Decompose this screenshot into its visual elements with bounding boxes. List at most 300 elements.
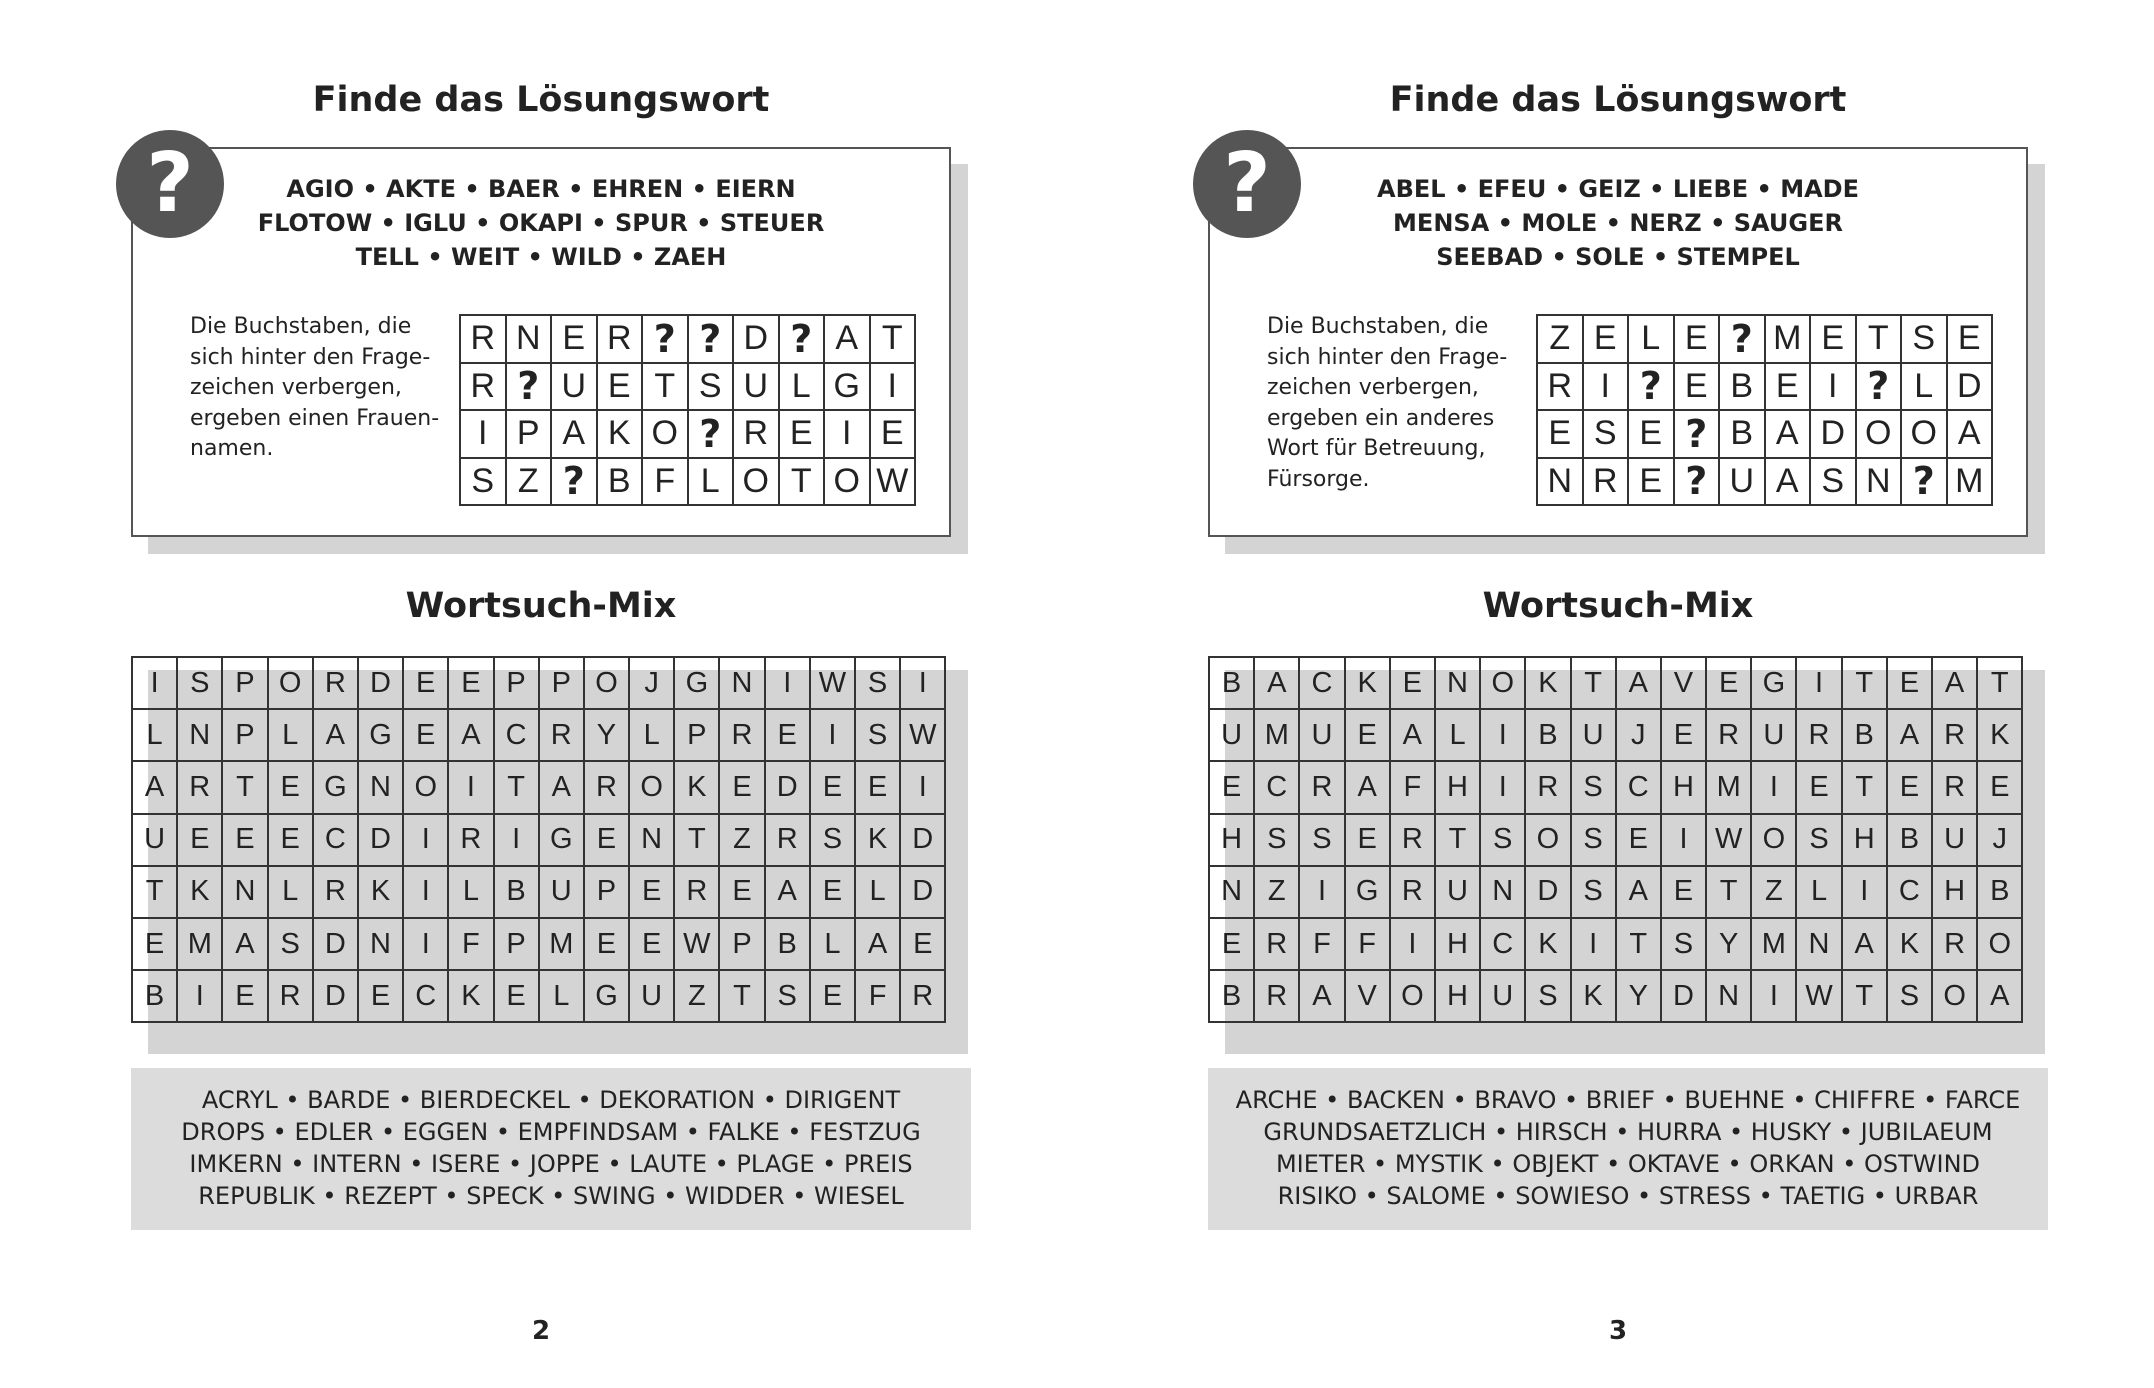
letter-cell: P (584, 866, 629, 918)
letter-cell: I (810, 709, 855, 761)
letter-cell: C (313, 814, 358, 866)
letter-cell: I (765, 657, 810, 709)
page-number: 3 (1608, 1316, 1628, 1346)
word-line: TELL • WEIT • WILD • ZAEH (355, 243, 727, 271)
letter-cell: E (1765, 363, 1811, 411)
letter-cell: K (855, 814, 900, 866)
word-line: REPUBLIK • REZEPT • SPECK • SWING • WIDDER • WIESEL (198, 1182, 904, 1210)
letter-cell: E (551, 315, 597, 363)
wordsearch-grid (1208, 656, 2023, 1023)
letter-cell: U (551, 363, 597, 411)
letter-cell: S (855, 657, 900, 709)
letter-cell: N (1435, 657, 1480, 709)
grid-row (1209, 970, 2022, 1022)
letter-cell: E (1616, 814, 1661, 866)
grid-row (132, 814, 945, 866)
word-line: GRUNDSAETZLICH • HIRSCH • HURRA • HUSKY • JUBILAEUM (1263, 1118, 1993, 1146)
grid-row (1537, 363, 1992, 411)
letter-cell: A (1947, 410, 1993, 458)
letter-cell: H (1435, 761, 1480, 813)
letter-cell: V (1661, 657, 1706, 709)
grid-row (132, 657, 945, 709)
letter-cell: N (1537, 458, 1583, 506)
letter-cell: R (460, 363, 506, 411)
instruction-line: namen. (190, 436, 274, 461)
letter-cell: R (1583, 458, 1629, 506)
letter-cell: J (1616, 709, 1661, 761)
letter-cell: U (733, 363, 779, 411)
letter-cell: F (1390, 761, 1435, 813)
letter-cell: R (674, 866, 719, 918)
puzzle1-title: Finde das Lösungswort (312, 80, 770, 120)
letter-cell: R (1796, 709, 1841, 761)
letter-cell: W (1706, 814, 1751, 866)
wordsearch-word-list (1208, 1068, 2048, 1230)
letter-cell: L (268, 866, 313, 918)
letter-cell: T (1856, 315, 1902, 363)
letter-cell: I (1751, 761, 1796, 813)
letter-cell: I (900, 761, 945, 813)
letter-cell: O (268, 657, 313, 709)
letter-cell: S (1887, 970, 1932, 1022)
letter-cell: F (855, 970, 900, 1022)
letter-cell: S (1810, 458, 1856, 506)
letter-cell: K (1525, 657, 1570, 709)
letter-cell: S (1571, 814, 1616, 866)
word-line: AGIO • AKTE • BAER • EHREN • EIERN (286, 175, 796, 203)
letter-cell: K (1345, 657, 1390, 709)
letter-cell: B (1719, 363, 1765, 411)
letter-cell: L (539, 970, 584, 1022)
letter-cell: L (1901, 363, 1947, 411)
letter-grid-small (1536, 314, 1993, 506)
letter-cell: W (810, 657, 855, 709)
letter-cell: K (674, 761, 719, 813)
letter-cell: C (1299, 657, 1344, 709)
letter-cell: E (1661, 709, 1706, 761)
letter-cell: O (824, 458, 870, 506)
letter-cell: T (870, 315, 916, 363)
letter-cell: T (1842, 761, 1887, 813)
letter-cell: S (810, 814, 855, 866)
letter-cell: L (779, 363, 825, 411)
letter-cell: P (719, 918, 764, 970)
grid-row (132, 709, 945, 761)
letter-cell: P (222, 709, 267, 761)
hidden-letter-cell: ? (688, 315, 734, 363)
letter-cell: U (1751, 709, 1796, 761)
letter-cell: O (629, 761, 674, 813)
letter-cell: T (1435, 814, 1480, 866)
letter-cell: L (629, 709, 674, 761)
letter-cell: C (403, 970, 448, 1022)
letter-cell: M (1765, 315, 1811, 363)
word-line: SEEBAD • SOLE • STEMPEL (1436, 243, 1800, 271)
grid-row (1209, 866, 2022, 918)
letter-cell: R (313, 866, 358, 918)
letter-cell: Z (1751, 866, 1796, 918)
letter-cell: E (1887, 761, 1932, 813)
letter-cell: B (132, 970, 177, 1022)
letter-cell: I (824, 410, 870, 458)
letter-cell: A (539, 761, 584, 813)
letter-cell: E (1947, 315, 1993, 363)
puzzle1-instruction (1267, 312, 1527, 495)
grid-row (132, 866, 945, 918)
letter-cell: I (1842, 866, 1887, 918)
letter-cell: D (313, 918, 358, 970)
letter-cell: A (551, 410, 597, 458)
puzzle2-title: Wortsuch-Mix (405, 586, 677, 626)
hidden-letter-cell: ? (1674, 458, 1720, 506)
instruction-line: zeichen verbergen, (1267, 375, 1479, 400)
letter-cell: I (1480, 761, 1525, 813)
letter-cell: L (1435, 709, 1480, 761)
letter-cell: N (506, 315, 552, 363)
letter-cell: E (1628, 458, 1674, 506)
letter-cell: L (1796, 866, 1841, 918)
grid-row (1209, 814, 2022, 866)
hidden-letter-cell: ? (642, 315, 688, 363)
letter-cell: E (584, 814, 629, 866)
letter-cell: T (132, 866, 177, 918)
letter-cell: S (1525, 970, 1570, 1022)
letter-cell: E (403, 709, 448, 761)
letter-cell: H (1932, 866, 1977, 918)
letter-cell: V (1345, 970, 1390, 1022)
instruction-line: Fürsorge. (1267, 466, 1370, 492)
letter-cell: K (177, 866, 222, 918)
letter-cell: K (1887, 918, 1932, 970)
letter-cell: T (1977, 657, 2022, 709)
letter-cell: E (1810, 315, 1856, 363)
letter-cell: W (674, 918, 719, 970)
letter-cell: S (460, 458, 506, 506)
letter-cell: S (765, 970, 810, 1022)
letter-cell: Y (584, 709, 629, 761)
letter-cell: E (855, 761, 900, 813)
letter-cell: I (870, 363, 916, 411)
letter-cell: G (313, 761, 358, 813)
letter-cell: A (1390, 709, 1435, 761)
letter-cell: H (1209, 814, 1254, 866)
letter-cell: A (1842, 918, 1887, 970)
letter-cell: O (1751, 814, 1796, 866)
letter-cell: F (448, 918, 493, 970)
letter-cell: K (597, 410, 643, 458)
letter-cell: C (1616, 761, 1661, 813)
instruction-line: Wort für Betreuung, (1267, 436, 1486, 461)
grid-row (1209, 657, 2022, 709)
letter-cell: S (1571, 761, 1616, 813)
letter-cell: N (1480, 866, 1525, 918)
letter-cell: G (584, 970, 629, 1022)
letter-cell: T (1616, 918, 1661, 970)
letter-cell: O (403, 761, 448, 813)
letter-cell: J (629, 657, 674, 709)
word-line: ARCHE • BACKEN • BRAVO • BRIEF • BUEHNE • CHIFFRE • FARCE (1235, 1086, 2021, 1114)
letter-cell: A (448, 709, 493, 761)
letter-cell: I (403, 814, 448, 866)
letter-cell: S (1571, 866, 1616, 918)
letter-cell: D (1810, 410, 1856, 458)
letter-cell: E (177, 814, 222, 866)
letter-cell: E (1796, 761, 1841, 813)
letter-cell: E (268, 761, 313, 813)
letter-cell: E (1706, 657, 1751, 709)
word-line: RISIKO • SALOME • SOWIESO • STRESS • TAETIG • URBAR (1277, 1182, 1979, 1210)
letter-cell: I (1390, 918, 1435, 970)
letter-cell: R (1254, 970, 1299, 1022)
letter-cell: I (132, 657, 177, 709)
letter-cell: N (1796, 918, 1841, 970)
letter-cell: Z (506, 458, 552, 506)
letter-cell: E (1583, 315, 1629, 363)
letter-cell: B (1887, 814, 1932, 866)
letter-cell: A (1345, 761, 1390, 813)
letter-cell: A (1887, 709, 1932, 761)
grid-row (1537, 315, 1992, 363)
letter-cell: A (1977, 970, 2022, 1022)
grid-row (460, 458, 915, 506)
letter-cell: O (1901, 410, 1947, 458)
letter-cell: Z (1537, 315, 1583, 363)
letter-cell: E (1674, 363, 1720, 411)
letter-cell: G (1751, 657, 1796, 709)
hidden-letter-cell: ? (779, 315, 825, 363)
hidden-letter-cell: ? (1719, 315, 1765, 363)
letter-cell: I (1661, 814, 1706, 866)
letter-cell: O (1856, 410, 1902, 458)
letter-cell: R (719, 709, 764, 761)
letter-cell: I (177, 970, 222, 1022)
letter-cell: S (1254, 814, 1299, 866)
letter-cell: U (1435, 866, 1480, 918)
letter-cell: E (779, 410, 825, 458)
letter-cell: U (1299, 709, 1344, 761)
letter-cell: S (177, 657, 222, 709)
word-line: DROPS • EDLER • EGGEN • EMPFINDSAM • FALKE • FESTZUG (181, 1118, 921, 1146)
grid-row (460, 363, 915, 411)
grid-row (132, 918, 945, 970)
letter-cell: I (494, 814, 539, 866)
letter-cell: T (642, 363, 688, 411)
letter-cell: Z (719, 814, 764, 866)
letter-cell: D (358, 814, 403, 866)
page-number: 2 (531, 1316, 551, 1346)
grid-row (460, 315, 915, 363)
letter-cell: E (1661, 866, 1706, 918)
letter-cell: E (494, 970, 539, 1022)
letter-cell: A (132, 761, 177, 813)
grid-row (132, 970, 945, 1022)
letter-cell: N (629, 814, 674, 866)
letter-cell: T (674, 814, 719, 866)
letter-cell: U (1209, 709, 1254, 761)
letter-cell: E (222, 814, 267, 866)
letter-cell: O (584, 657, 629, 709)
letter-cell: S (1583, 410, 1629, 458)
letter-cell: G (358, 709, 403, 761)
letter-cell: S (1480, 814, 1525, 866)
letter-cell: R (900, 970, 945, 1022)
letter-cell: N (177, 709, 222, 761)
letter-cell: K (1525, 918, 1570, 970)
hidden-letter-cell: ? (1856, 363, 1902, 411)
letter-cell: A (222, 918, 267, 970)
letter-cell: F (1299, 918, 1344, 970)
letter-cell: I (403, 866, 448, 918)
puzzle1-word-list (131, 172, 951, 274)
hidden-letter-cell: ? (688, 410, 734, 458)
letter-cell: E (810, 866, 855, 918)
letter-cell: T (494, 761, 539, 813)
letter-cell: N (1706, 970, 1751, 1022)
letter-cell: W (1796, 970, 1841, 1022)
grid-row (1537, 458, 1992, 506)
letter-cell: S (1901, 315, 1947, 363)
letter-cell: B (1842, 709, 1887, 761)
letter-cell: R (177, 761, 222, 813)
letter-cell: I (1583, 363, 1629, 411)
letter-cell: T (1706, 866, 1751, 918)
letter-cell: O (1480, 657, 1525, 709)
letter-cell: U (132, 814, 177, 866)
letter-cell: E (1390, 657, 1435, 709)
letter-cell: S (855, 709, 900, 761)
letter-cell: I (1571, 918, 1616, 970)
letter-cell: K (358, 866, 403, 918)
letter-cell: I (460, 410, 506, 458)
letter-cell: I (900, 657, 945, 709)
instruction-line: Die Buchstaben, die (1267, 314, 1489, 339)
letter-cell: E (268, 814, 313, 866)
grid-row (1537, 410, 1992, 458)
instruction-line: Die Buchstaben, die (190, 314, 412, 339)
letter-cell: I (1480, 709, 1525, 761)
letter-cell: R (765, 814, 810, 866)
question-mark-icon: ? (1193, 130, 1301, 238)
letter-cell: A (1616, 657, 1661, 709)
letter-cell: M (1254, 709, 1299, 761)
instruction-line: ergeben einen Frauen- (190, 405, 440, 431)
letter-cell: O (642, 410, 688, 458)
letter-cell: M (539, 918, 584, 970)
letter-cell: W (870, 458, 916, 506)
letter-cell: P (494, 657, 539, 709)
letter-cell: B (494, 866, 539, 918)
grid-row (460, 410, 915, 458)
letter-cell: S (268, 918, 313, 970)
letter-cell: R (268, 970, 313, 1022)
hidden-letter-cell: ? (506, 363, 552, 411)
instruction-line: sich hinter den Frage- (1267, 344, 1508, 370)
letter-cell: D (733, 315, 779, 363)
word-line: FLOTOW • IGLU • OKAPI • SPUR • STEUER (257, 209, 825, 237)
letter-cell: A (765, 866, 810, 918)
letter-cell: M (177, 918, 222, 970)
letter-cell: R (1932, 709, 1977, 761)
letter-cell: G (824, 363, 870, 411)
letter-cell: E (765, 709, 810, 761)
puzzle1-instruction (190, 312, 450, 465)
letter-cell: M (1947, 458, 1993, 506)
letter-cell: P (222, 657, 267, 709)
letter-cell: O (1525, 814, 1570, 866)
letter-cell: Z (1254, 866, 1299, 918)
letter-cell: D (313, 970, 358, 1022)
letter-cell: S (688, 363, 734, 411)
letter-cell: O (1390, 970, 1435, 1022)
letter-cell: P (539, 657, 584, 709)
letter-cell: E (597, 363, 643, 411)
letter-cell: C (1480, 918, 1525, 970)
letter-cell: E (810, 970, 855, 1022)
letter-cell: D (1525, 866, 1570, 918)
word-line: MENSA • MOLE • NERZ • SAUGER (1393, 209, 1843, 237)
letter-cell: E (1209, 918, 1254, 970)
letter-cell: S (1661, 918, 1706, 970)
letter-cell: K (1977, 709, 2022, 761)
letter-cell: B (1977, 866, 2022, 918)
letter-cell: A (824, 315, 870, 363)
puzzle1-word-list (1208, 172, 2028, 274)
grid-row (1209, 918, 2022, 970)
letter-cell: I (1299, 866, 1344, 918)
instruction-line: zeichen verbergen, (190, 375, 402, 400)
letter-cell: U (1480, 970, 1525, 1022)
letter-cell: R (1525, 761, 1570, 813)
letter-cell: E (1674, 315, 1720, 363)
letter-cell: T (222, 761, 267, 813)
letter-cell: D (1947, 363, 1993, 411)
letter-cell: J (1977, 814, 2022, 866)
letter-cell: L (132, 709, 177, 761)
letter-cell: H (1435, 970, 1480, 1022)
letter-cell: A (855, 918, 900, 970)
letter-cell: N (358, 761, 403, 813)
letter-cell: G (674, 657, 719, 709)
letter-cell: Z (674, 970, 719, 1022)
letter-cell: N (719, 657, 764, 709)
letter-cell: E (1345, 814, 1390, 866)
letter-cell: E (1209, 761, 1254, 813)
letter-cell: R (1932, 918, 1977, 970)
letter-cell: P (506, 410, 552, 458)
letter-cell: A (1765, 410, 1811, 458)
letter-cell: B (1525, 709, 1570, 761)
letter-cell: D (1661, 970, 1706, 1022)
letter-cell: W (900, 709, 945, 761)
letter-cell: E (870, 410, 916, 458)
letter-cell: R (584, 761, 629, 813)
letter-cell: E (810, 761, 855, 813)
letter-cell: K (448, 970, 493, 1022)
letter-cell: B (765, 918, 810, 970)
letter-cell: L (810, 918, 855, 970)
letter-cell: A (1932, 657, 1977, 709)
letter-cell: E (629, 866, 674, 918)
letter-cell: E (358, 970, 403, 1022)
letter-cell: R (1390, 814, 1435, 866)
letter-cell: L (1628, 315, 1674, 363)
letter-cell: E (1628, 410, 1674, 458)
letter-cell: U (539, 866, 584, 918)
letter-cell: Y (1616, 970, 1661, 1022)
letter-cell: R (1537, 363, 1583, 411)
letter-cell: A (1254, 657, 1299, 709)
letter-cell: M (1751, 918, 1796, 970)
